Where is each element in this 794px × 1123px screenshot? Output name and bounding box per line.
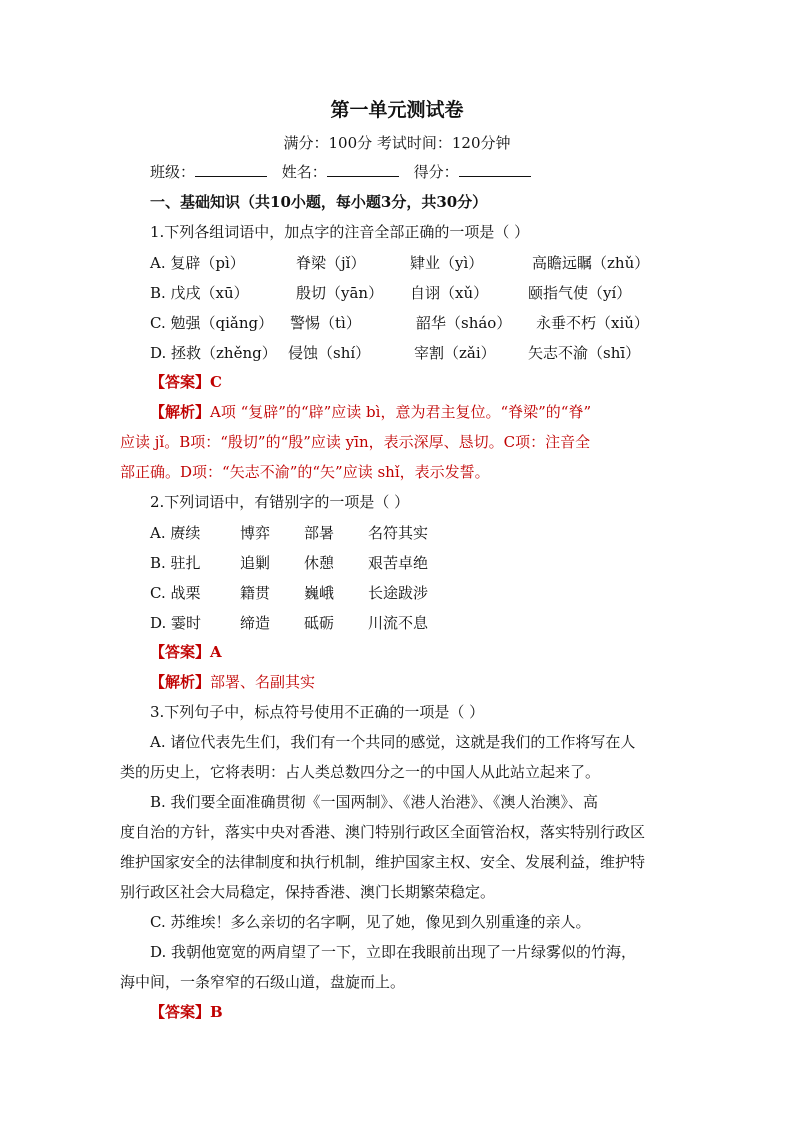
q2-d-2: 缔造 (240, 614, 271, 632)
q1-c-4: 永垂不朽（xiǔ） (536, 314, 649, 332)
q1-analysis-line-1 (150, 402, 591, 422)
q2-b-1: B. 驻扎 (150, 554, 201, 572)
answer-value: A (210, 643, 222, 661)
q3-c: C. 苏维埃！多么亲切的名字啊，见了她，像见到久别重逢的亲人。 (150, 913, 591, 931)
answer-tag: 【答案】 (150, 643, 211, 661)
q3-b-line-1: B. 我们要全面准确贯彻《一国两制》、《港人治港》、《澳人治澳》、高 (150, 793, 599, 811)
class-label: 班级： (150, 163, 196, 181)
q1-d-2: 侵蚀（shí） (288, 344, 371, 362)
q2-a-1: A. 赓续 (150, 524, 201, 542)
q1-a-1: A. 复辟（pì） (150, 254, 245, 272)
section-heading: 一、基础知识（共10小题，每小题3分，共30分） (150, 193, 488, 211)
q1-b-3: 自诩（xǔ） (410, 284, 489, 302)
q1-d-4: 矢志不渝（shī） (528, 344, 641, 362)
q3-d-line-1: D. 我朝他宽宽的两肩望了一下，立即在我眼前出现了一片绿雾似的竹海， (150, 943, 637, 961)
analysis-text: A项 “复辟”的“辟”应读 bì，意为君主复位。“脊梁”的“脊” (210, 403, 592, 421)
student-fields (150, 162, 541, 182)
q1-analysis-line-3: 部正确。D项：“矢志不渝”的“矢”应读 shǐ，表示发誓。 (120, 463, 490, 481)
score-blank (459, 162, 531, 177)
q1-a-2: 脊梁（jǐ） (296, 254, 366, 272)
q1-answer (150, 372, 222, 392)
q2-stem: 2.下列词语中，有错别字的一项是（ ） (150, 493, 410, 511)
analysis-tag: 【解析】 (150, 673, 211, 691)
q2-b-3: 休憩 (304, 554, 335, 572)
q2-b-2: 追剿 (240, 554, 271, 572)
q3-stem: 3.下列句子中，标点符号使用不正确的一项是（ ） (150, 703, 485, 721)
analysis-text: 部署、名副其实 (210, 673, 316, 691)
q1-a-3: 肄业（yì） (410, 254, 484, 272)
q1-c-1: C. 勉强（qiǎng） (150, 314, 274, 332)
name-label: 姓名： (281, 163, 327, 181)
answer-value: C (210, 373, 222, 391)
q3-answer (150, 1002, 223, 1022)
q2-analysis (150, 672, 315, 692)
q1-stem: 1.下列各组词语中，加点字的注音全部正确的一项是（ ） (150, 223, 530, 241)
score-label: 得分： (413, 163, 459, 181)
q2-a-2: 博弈 (240, 524, 271, 542)
q1-c-2: 警惕（tì） (290, 314, 361, 332)
q1-analysis-line-2: 应读 jǐ。B项：“殷切”的“殷”应读 yīn，表示深厚、恳切。C项：注音全 (120, 433, 591, 451)
q2-a-4: 名符其实 (368, 524, 429, 542)
q3-b-line-4: 别行政区社会大局稳定，保持香港、澳门长期繁荣稳定。 (120, 883, 496, 901)
answer-tag: 【答案】 (150, 373, 211, 391)
q2-d-4: 川流不息 (368, 614, 429, 632)
q1-b-4: 颐指气使（yí） (528, 284, 632, 302)
answer-tag: 【答案】 (150, 1003, 211, 1021)
q2-b-4: 艰苦卓绝 (368, 554, 429, 572)
class-blank (195, 162, 267, 177)
q2-c-2: 籍贯 (240, 584, 271, 602)
q3-b-line-3: 维护国家安全的法律制度和执行机制，维护国家主权、安全、发展利益，维护特 (120, 853, 646, 871)
exam-info: 满分：100分 考试时间：120分钟 (283, 134, 511, 152)
q1-d-3: 宰割（zǎi） (414, 344, 496, 362)
q2-a-3: 部暑 (304, 524, 335, 542)
q2-d-3: 砥砺 (304, 614, 335, 632)
q1-b-1: B. 戊戌（xū） (150, 284, 249, 302)
q3-b-line-2: 度自治的方针，落实中央对香港、澳门特别行政区全面管治权，落实特别行政区 (120, 823, 646, 841)
name-blank (327, 162, 399, 177)
q1-a-4: 高瞻远瞩（zhǔ） (532, 254, 650, 272)
q3-a-line-1: A. 诸位代表先生们，我们有一个共同的感觉，这就是我们的工作将写在人 (150, 733, 636, 751)
answer-value: B (210, 1003, 223, 1021)
page-title: 第一单元测试卷 (330, 99, 464, 121)
q2-c-3: 巍峨 (304, 584, 335, 602)
q2-d-1: D. 霎时 (150, 614, 202, 632)
q1-c-3: 韶华（sháo） (416, 314, 512, 332)
q2-c-4: 长途跋涉 (368, 584, 429, 602)
q2-answer (150, 642, 222, 662)
q1-d-1: D. 拯救（zhěng） (150, 344, 277, 362)
q3-a-line-2: 类的历史上，它将表明：占人类总数四分之一的中国人从此站立起来了。 (120, 763, 601, 781)
q1-b-2: 殷切（yān） (296, 284, 384, 302)
q3-d-line-2: 海中间，一条窄窄的石级山道，盘旋而上。 (120, 973, 406, 991)
q2-c-1: C. 战栗 (150, 584, 201, 602)
analysis-tag: 【解析】 (150, 403, 211, 421)
